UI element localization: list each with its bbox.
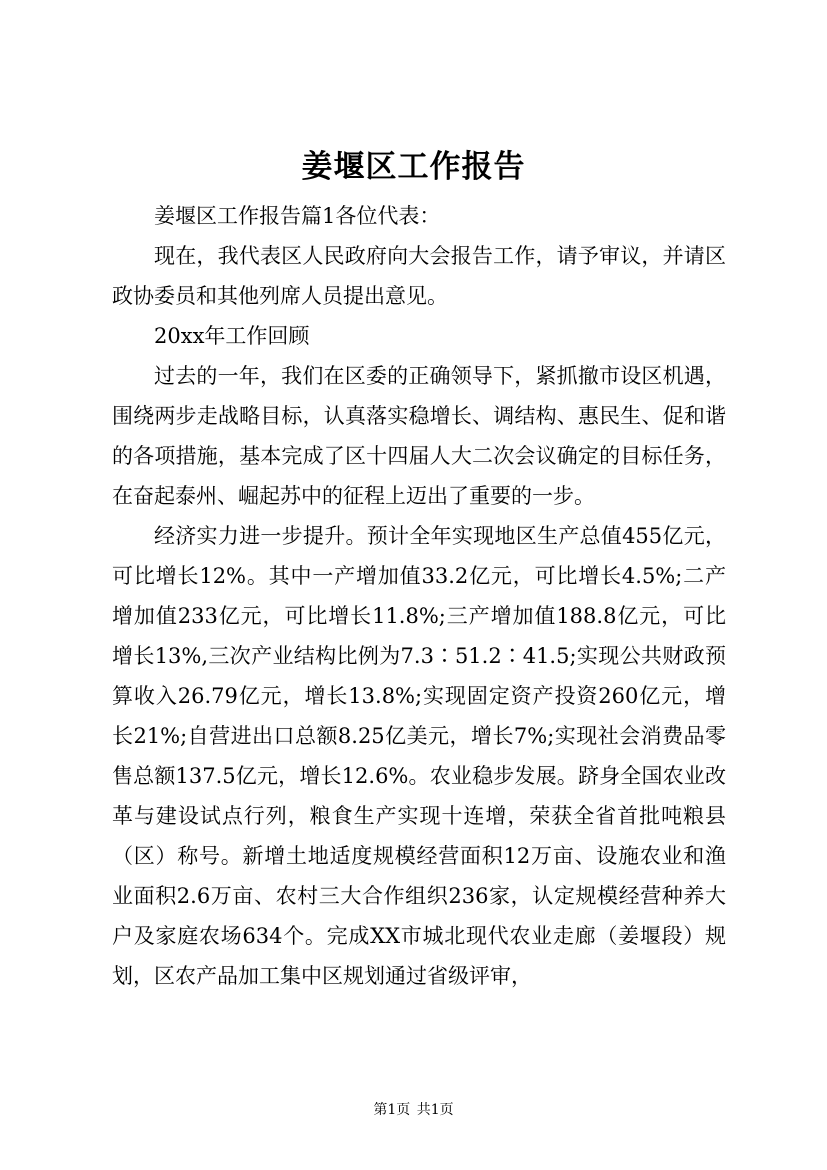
document-title: 姜堰区工作报告 [301, 149, 526, 185]
document-body [112, 196, 726, 996]
paragraph-review: 过去的一年，我们在区委的正确领导下，紧抓撤市设区机遇，围绕两步走战略目标，认真落实稳增长、调结构、惠民生、促和谐的各项措施，基本完成了区十四届人大二次会议确定的目标任务，在奋起泰州、崛起苏中的征程上迈出了重要的一步。 [112, 364, 726, 508]
page-footer: 第1页 共1页 [373, 1102, 454, 1118]
paragraph-economy: 经济实力进一步提升。预计全年实现地区生产总值455亿元，可比增长12%。其中一产增加值33.2亿元，可比增长4.5%;二产增加值233亿元，可比增长11.8%;三产增加值188.8亿元，可比增长13%,三次产业结构比例为7.3∶51.2∶41.5;实现公共财政预算收入26.79亿元，增长13.8%;实现固定资产投资260亿元，增长21%;自营进出口总额8.25亿美元，增长7%;实现社会消费品零售总额137.5亿元，增长12.6%。农业稳步发展。跻身全国农业改革与建设试点行列，粮食生产实现十连增，荣获全省首批吨粮县（区）称号。新增土地适度规模经营面积12万亩、设施农业和渔业面积2.6万亩、农村三大合作组织236家，认定规模经营种养大户及家庭农场634个。完成XX市城北现代农业走廊（姜堰段）规划，区农产品加工集中区规划通过省级评审， [112, 524, 726, 988]
paragraph-opening: 现在，我代表区人民政府向大会报告工作，请予审议，并请区政协委员和其他列席人员提出意见。 [112, 244, 726, 308]
section-heading: 20xx年工作回顾 [154, 324, 310, 348]
paragraph-intro: 姜堰区工作报告篇1各位代表： [154, 204, 441, 228]
